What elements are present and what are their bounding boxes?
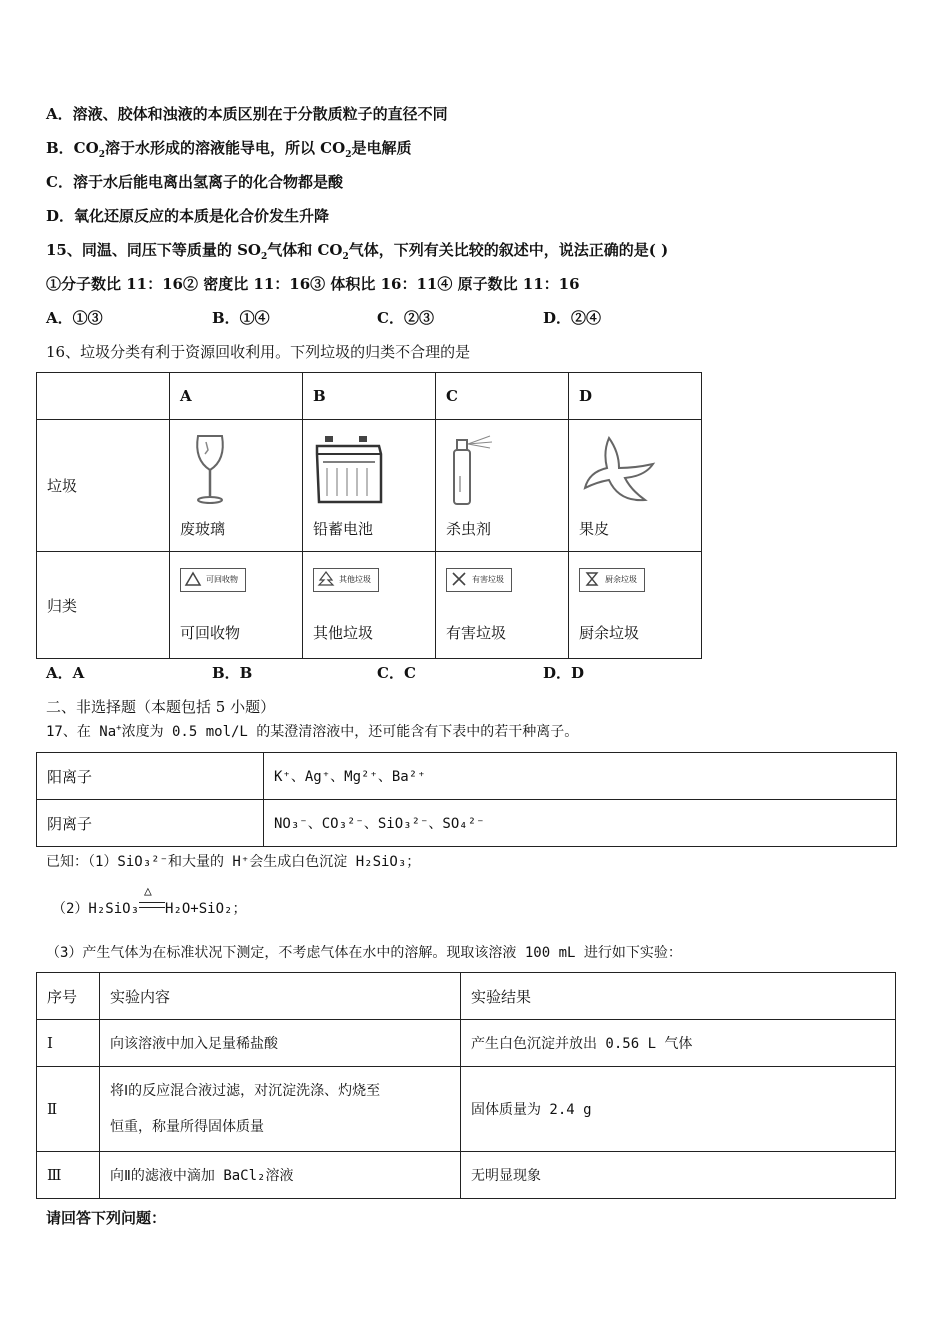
anion-value: NO₃⁻、CO₃²⁻、SiO₃²⁻、SO₄²⁻ [264, 800, 897, 847]
q15-option-d: D．②④ [543, 309, 602, 327]
q16-option-d: D．D [543, 664, 585, 682]
q15-option-c: C．②③ [377, 309, 434, 327]
exp-content: 向Ⅱ的滤液中滴加 BaCl₂溶液 [100, 1152, 461, 1199]
exp-content: 向该溶液中加入足量稀盐酸 [100, 1020, 461, 1067]
known-3: （3）产生气体为在标准状况下测定，不考虑气体在水中的溶解。现取该溶液 100 mL 进行如下实验： [46, 945, 682, 961]
q15-stem: 15、同温、同压下等质量的 $SO_2$气体和 $CO_2$气体，下列有关比较的叙述中，说法正确的是( ) [46, 241, 669, 262]
exp-header-result: 实验结果 [461, 973, 896, 1020]
category-cell-a [170, 552, 303, 659]
exp-no: Ⅲ [37, 1152, 100, 1199]
cation-label: 阳离子 [37, 753, 264, 800]
item-label-b: 铅蓄电池 [313, 520, 374, 538]
cation-value: K⁺、Ag⁺、Mg²⁺、Ba²⁺ [264, 753, 897, 800]
header-d: D [569, 373, 702, 420]
exp-header-no: 序号 [37, 973, 100, 1020]
experiment-table [36, 972, 896, 1199]
hourglass-icon [583, 571, 601, 587]
known-1: 已知：（1）SiO₃²⁻和大量的 H⁺会生成白色沉淀 H₂SiO₃； [46, 854, 421, 870]
table-row [37, 1067, 896, 1152]
anion-label: 阴离子 [37, 800, 264, 847]
exp-header-content: 实验内容 [100, 973, 461, 1020]
q15-statements: ①分子数比 11：16② 密度比 11：16③ 体积比 16：11④ 原子数比 11：16 [46, 275, 580, 293]
exp-result: 固体质量为 2.4 g [461, 1067, 896, 1152]
q14-option-c: C．溶于水后能电离出氢离子的化合物都是酸 [46, 173, 343, 191]
wine-glass-icon [180, 432, 240, 510]
table-row [37, 1152, 896, 1199]
cross-icon [450, 571, 468, 587]
recycle-icon [184, 571, 202, 587]
other-waste-sign: 其他垃圾 [313, 568, 379, 592]
item-cell-a [170, 420, 303, 552]
header-a: A [170, 373, 303, 420]
item-cell-d [569, 420, 702, 552]
item-label-c: 杀虫剂 [446, 520, 492, 538]
q14-option-d: D．氧化还原反应的本质是化合价发生升降 [46, 207, 330, 225]
category-cell-d [569, 552, 702, 659]
recyclable-sign: 可回收物 [180, 568, 246, 592]
q16-option-c: C．C [377, 664, 416, 682]
hazardous-sign: 有害垃圾 [446, 568, 512, 592]
category-label-c: 有害垃圾 [446, 623, 507, 642]
banana-peel-icon [579, 432, 659, 510]
exp-no: Ⅰ [37, 1020, 100, 1067]
exp-content: 将Ⅰ的反应混合液过滤，对沉淀洗涤、灼烧至 恒重，称量所得固体质量 [100, 1067, 461, 1152]
category-label-a: 可回收物 [180, 623, 241, 642]
waste-table [36, 372, 702, 659]
category-cell-b [303, 552, 436, 659]
closing-prompt: 请回答下列问题： [46, 1209, 167, 1227]
section-heading: 二、非选择题（本题包括 5 小题） [46, 698, 276, 716]
battery-icon [313, 432, 385, 510]
q14-option-a: A．溶液、胶体和浊液的本质区别在于分散质粒子的直径不同 [46, 105, 448, 123]
header-b: B [303, 373, 436, 420]
q17-stem: 17、在 Na+浓度为 0.5 mol/L 的某澄清溶液中，还可能含有下表中的若干种离子。 [46, 723, 579, 740]
spray-can-icon [446, 432, 506, 510]
q15-option-a: A．①③ [46, 309, 103, 327]
header-c: C [436, 373, 569, 420]
exp-no: Ⅱ [37, 1067, 100, 1152]
row-label-category: 归类 [37, 552, 170, 659]
q16-option-b: B．B [212, 664, 253, 682]
q14-option-b: B．$CO_2$溶于水形成的溶液能导电，所以 $CO_2$是电解质 [46, 139, 412, 160]
heat-equals-sign: △ [139, 902, 165, 916]
tree-icon [317, 571, 335, 587]
item-cell-b [303, 420, 436, 552]
ion-table [36, 752, 897, 847]
known-2: （2）H₂SiO₃ △ H₂O+SiO₂； [52, 884, 247, 917]
category-label-d: 厨余垃圾 [579, 623, 640, 642]
item-cell-c [436, 420, 569, 552]
exp-result: 产生白色沉淀并放出 0.56 L 气体 [461, 1020, 896, 1067]
item-label-d: 果皮 [579, 520, 610, 538]
category-cell-c [436, 552, 569, 659]
table-row [37, 1020, 896, 1067]
exp-result: 无明显现象 [461, 1152, 896, 1199]
kitchen-waste-sign: 厨余垃圾 [579, 568, 645, 592]
row-label-waste: 垃圾 [37, 420, 170, 552]
category-label-b: 其他垃圾 [313, 623, 374, 642]
q16-option-a: A．A [46, 664, 85, 682]
q16-stem: 16、垃圾分类有利于资源回收利用。下列垃圾的归类不合理的是 [46, 343, 471, 361]
q15-option-b: B．①④ [212, 309, 270, 327]
item-label-a: 废玻璃 [180, 520, 226, 538]
